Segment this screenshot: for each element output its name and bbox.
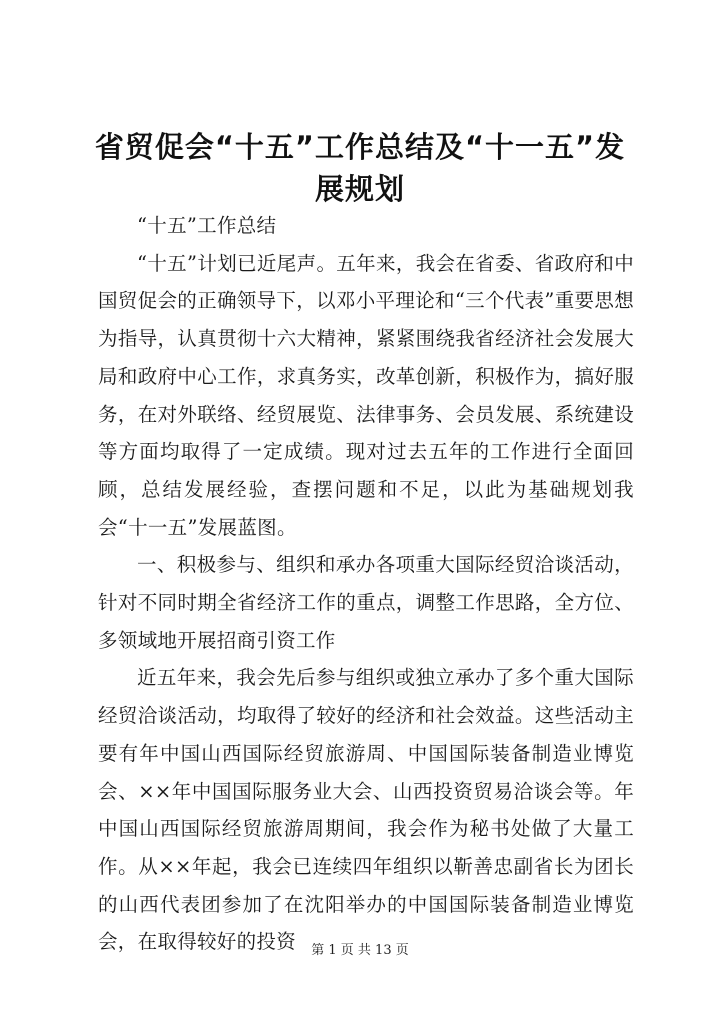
section-heading: “十五”工作总结 <box>137 214 277 237</box>
document-title: 省贸促会“十五”工作总结及“十一五”发展规划 <box>94 130 626 206</box>
page-footer: 第 1 页 共 13 页 <box>311 943 409 958</box>
item-one-heading: 一、积极参与、组织和承办各项重大国际经贸洽谈活动，针对不同时期全省经济工作的重点，调整工作思路，全方位、多领域地开展招商引资工作 <box>98 553 634 652</box>
intro-paragraph: “十五”计划已近尾声。五年来，我会在省委、省政府和中国贸促会的正确领导下，以邓小平理论和“三个代表”重要思想为指导，认真贯彻十六大精神，紧紧围绕我省经济社会发展大局和政府中心工作，求真务实，改革创新，积极作为，搞好服务，在对外联络、经贸展览、法律事务、会员发展、系统建设等方面均取得了一定成绩。现对过去五年的工作进行全面回顾，总结发展经验，查摆问题和不足，以此为基础规划我会“十一五”发展蓝图。 <box>98 251 634 539</box>
document-body <box>98 207 634 961</box>
body-paragraph: 近五年来，我会先后参与组织或独立承办了多个重大国际经贸洽谈活动，均取得了较好的经济和社会效益。这些活动主要有年中国山西国际经贸旅游周、中国国际装备制造业博览会、××年中国国际服务业大会、山西投资贸易洽谈会等。年中国山西国际经贸旅游周期间，我会作为秘书处做了大量工作。从××年起，我会已连续四年组织以靳善忠副省长为团长的山西代表团参加了在沈阳举办的中国国际装备制造业博览会，在取得较好的投资 <box>98 666 634 954</box>
